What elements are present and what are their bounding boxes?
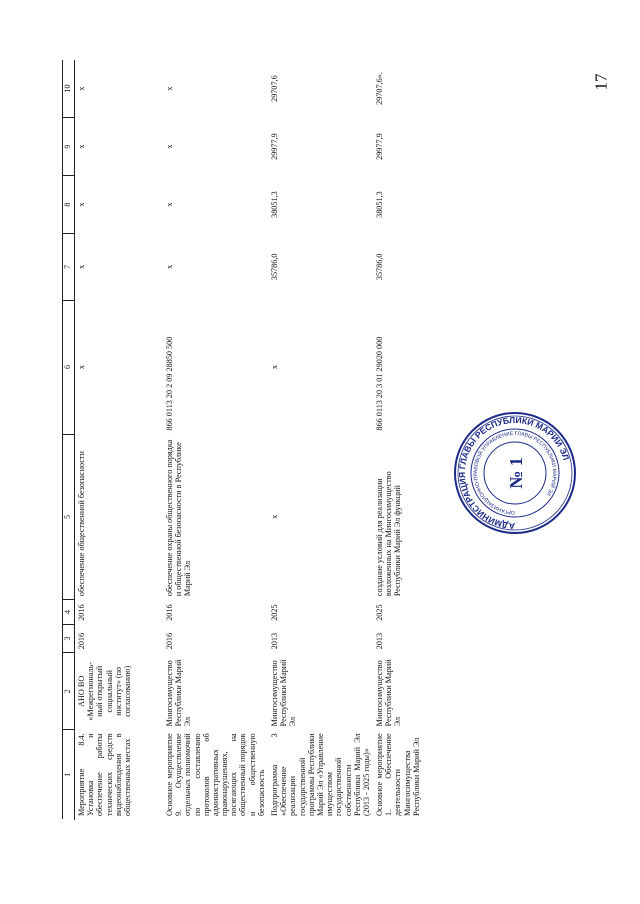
table-row <box>74 60 163 820</box>
cell-value-9: x <box>163 118 268 176</box>
cell-result: обеспечение охраны общественного порядка и общественной безопасности в Республике Марий Эл <box>163 434 268 600</box>
cell-start-year: 2016 <box>163 624 268 652</box>
table-row <box>373 60 447 820</box>
cell-value-10: 29707,6 <box>268 60 373 118</box>
cell-executor: Мингосимущество Республики Марий Эл <box>373 653 447 730</box>
cell-activity: Основное мероприятие 1. Обеспечение деятельности Мингосимущества Республики Марий Эл <box>373 730 447 820</box>
cell-result: обеспечение общественной безопасности <box>74 434 163 600</box>
cell-value-8: x <box>163 176 268 234</box>
cell-value-10: x <box>163 60 268 118</box>
cell-start-year: 2013 <box>268 624 373 652</box>
seal-outer-text: АДМИНИСТРАЦИЯ ГЛАВЫ РЕСПУБЛИКИ МАРИЙ ЭЛ <box>456 414 572 532</box>
cell-result: x <box>268 434 373 600</box>
cell-end-year: 2016 <box>74 600 163 625</box>
cell-value-7: 35786,0 <box>373 234 447 300</box>
page-number: 17 <box>591 73 611 91</box>
header-col-8: 8 <box>63 176 75 234</box>
table-row <box>163 60 268 820</box>
header-col-6: 6 <box>63 300 75 434</box>
header-col-2: 2 <box>63 653 75 730</box>
cell-value-9: x <box>74 118 163 176</box>
cell-executor: Мингосимущество Республики Марий Эл <box>268 653 373 730</box>
cell-budget-code: x <box>74 300 163 434</box>
cell-value-7: 35786,0 <box>268 234 373 300</box>
cell-value-10: 29707,6». <box>373 60 447 118</box>
cell-activity: Подпрограмма 3 «Обеспечение реализации государственной программы Республики Марий Эл «Управление имуществом государственной собственности Республики Марий Эл (2013 - 2025 годы)» <box>268 730 373 820</box>
cell-result: создание условий для реализации возложенных на Мингосимущество Республики Марий Эл функций <box>373 434 447 600</box>
header-col-10: 10 <box>63 60 75 118</box>
cell-value-9: 29977,9 <box>268 118 373 176</box>
program-table <box>62 60 447 820</box>
cell-budget-code: 866 0113 20 2 09 28850 500 <box>163 300 268 434</box>
cell-value-9: 29977,9 <box>373 118 447 176</box>
cell-value-8: 38051,3 <box>373 176 447 234</box>
seal-center-text: № 1 <box>506 457 526 489</box>
cell-value-10: x <box>74 60 163 118</box>
cell-value-7: x <box>163 234 268 300</box>
header-col-9: 9 <box>63 118 75 176</box>
table-row <box>268 60 373 820</box>
cell-executor: АНО ВО «Межрегиональ-ный открытый социальный институт» (по согласованию) <box>74 653 163 730</box>
seal-inner-text: ОРГАНИЗАЦИОННО-ПРАВОВОЙ УПРАВЛЕНИЕ ГЛАВЫ РЕСПУБЛИКИ МАРИЙ ЭЛ <box>472 430 558 516</box>
official-seal <box>452 410 578 536</box>
cell-end-year: 2025 <box>373 600 447 625</box>
header-col-3: 3 <box>63 624 75 652</box>
cell-start-year: 2016 <box>74 624 163 652</box>
cell-end-year: 2025 <box>268 600 373 625</box>
header-col-4: 4 <box>63 600 75 625</box>
header-col-7: 7 <box>63 234 75 300</box>
cell-value-8: x <box>74 176 163 234</box>
table-header-row <box>63 60 75 820</box>
cell-activity: Основное мероприятие 9. Осуществление отдельных полномочий по составлению протоколов об административных правонарушениях, посягающих на общественный порядок и общественную безопасность <box>163 730 268 820</box>
cell-start-year: 2013 <box>373 624 447 652</box>
cell-budget-code: x <box>268 300 373 434</box>
cell-value-7: x <box>74 234 163 300</box>
cell-budget-code: 866 0113 20 3 01 29020 000 <box>373 300 447 434</box>
cell-end-year: 2016 <box>163 600 268 625</box>
cell-executor: Мингосимущество Республики Марий Эл <box>163 653 268 730</box>
cell-activity: Мероприятие 8.4. Установка и обеспечение работы технических средств видеонаблюдения в общественных местах <box>74 730 163 820</box>
header-col-1: 1 <box>63 730 75 820</box>
cell-value-8: 38051,3 <box>268 176 373 234</box>
header-col-5: 5 <box>63 434 75 600</box>
